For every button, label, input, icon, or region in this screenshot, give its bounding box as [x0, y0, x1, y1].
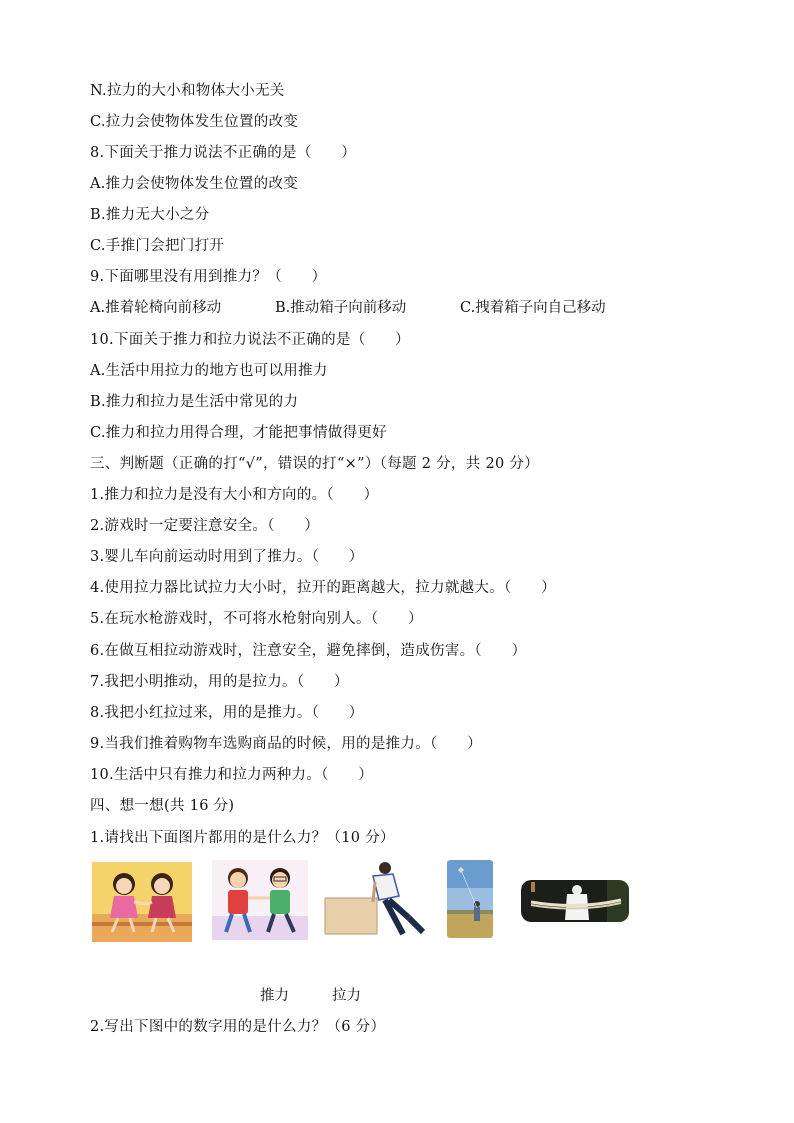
judge-7: 7.我把小明推动，用的是拉力。（ ）: [90, 674, 349, 690]
kite-flying-image: [447, 860, 493, 938]
q8-option-c: C.手推门会把门打开: [90, 238, 225, 254]
question-8: 8.下面关于推力说法不正确的是（ ）: [90, 145, 357, 161]
q8-option-b: B.推力无大小之分: [90, 207, 210, 223]
q10-option-c: C.推力和拉力用得合理，才能把事情做得更好: [90, 425, 387, 441]
option-n-line: N.拉力的大小和物体大小无关: [90, 83, 285, 99]
q10-option-b: B.推力和拉力是生活中常见的力: [90, 394, 299, 410]
q9-option-c: C.拽着箱子向自己移动: [460, 300, 606, 316]
q9-option-a: A.推着轮椅向前移动: [90, 300, 222, 316]
man-pushing-box-image: [323, 860, 433, 938]
judge-3: 3.婴儿车向前运动时用到了推力。（ ）: [90, 549, 364, 565]
section-4-heading: 四、想一想(共 16 分): [90, 798, 235, 814]
question-10: 10.下面关于推力和拉力说法不正确的是（ ）: [90, 332, 410, 348]
judge-8: 8.我把小红拉过来，用的是推力。（ ）: [90, 705, 364, 721]
noodle-pulling-image: [521, 880, 629, 922]
section-4-question-1: 1.请找出下面图片都用的是什么力？（10 分）: [90, 830, 395, 846]
judge-5: 5.在玩水枪游戏时，不可将水枪射向别人。（ ）: [90, 611, 423, 627]
judge-6: 6.在做互相拉动游戏时，注意安全，避免摔倒，造成伤害。（ ）: [90, 643, 527, 659]
judge-10: 10.生活中只有推力和拉力两种力。（ ）: [90, 767, 374, 783]
q10-option-a: A.生活中用拉力的地方也可以用推力: [90, 363, 328, 379]
q9-option-b: B.推动箱子向前移动: [275, 300, 407, 316]
answer-label-pull: 拉力: [332, 988, 361, 1004]
question-9: 9.下面哪里没有用到推力？（ ）: [90, 269, 327, 285]
q8-option-a: A.推力会使物体发生位置的改变: [90, 176, 299, 192]
judge-9: 9.当我们推着购物车选购商品的时候，用的是推力。（ ）: [90, 736, 482, 752]
judge-4: 4.使用拉力器比试拉力大小时，拉开的距离越大，拉力就越大。（ ）: [90, 580, 556, 596]
picture-row: [0, 860, 794, 940]
judge-2: 2.游戏时一定要注意安全。（ ）: [90, 518, 320, 534]
section-3-heading: 三、判断题（正确的打“√”，错误的打“×”）（每题 2 分，共 20 分）: [90, 456, 540, 472]
answer-label-push: 推力: [260, 988, 289, 1004]
judge-1: 1.推力和拉力是没有大小和方向的。（ ）: [90, 487, 379, 503]
section-4-question-2: 2.写出下图中的数字用的是什么力？（6 分）: [90, 1019, 386, 1035]
boys-pushing-image: [212, 860, 308, 940]
girls-pulling-image: [92, 862, 192, 942]
option-c-line: C.拉力会使物体发生位置的改变: [90, 114, 299, 130]
